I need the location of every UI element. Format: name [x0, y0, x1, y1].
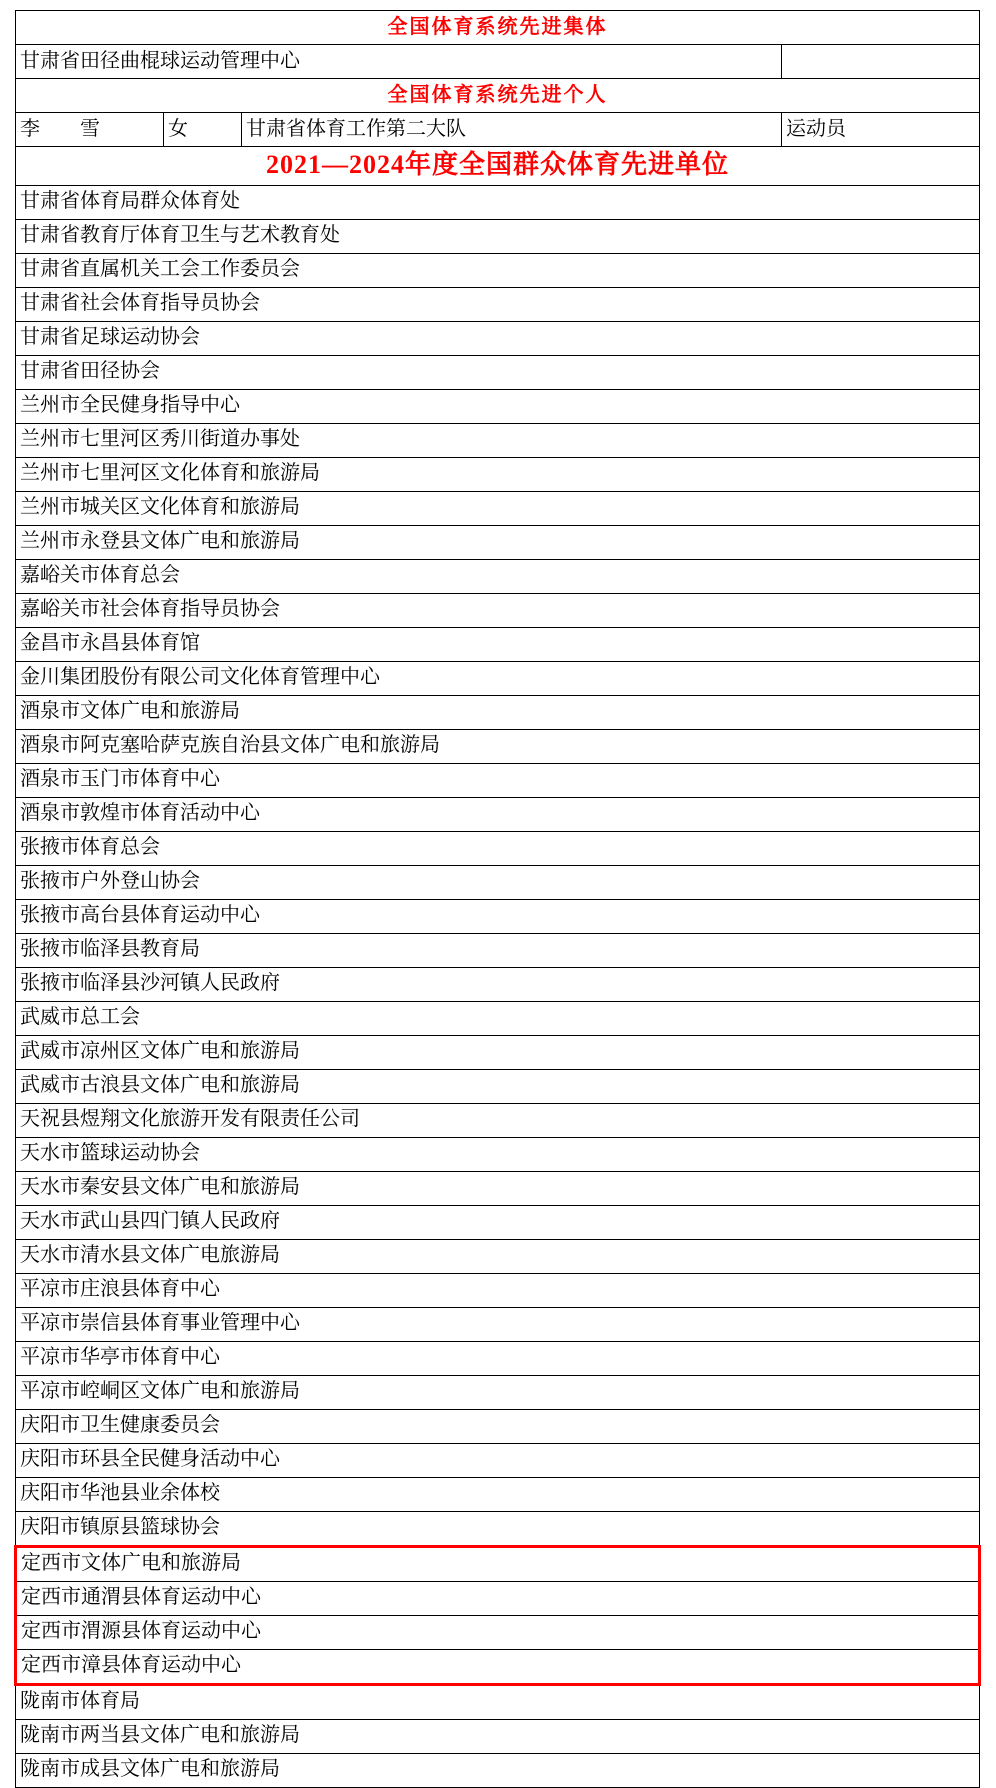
unit-name: 嘉峪关市体育总会 — [16, 559, 980, 593]
section-title-text: 全国体育系统先进集体 — [16, 11, 980, 45]
unit-name: 庆阳市卫生健康委员会 — [16, 1409, 980, 1443]
person-name: 李 雪 — [16, 113, 164, 147]
table-row — [16, 113, 980, 147]
table-row — [16, 1001, 980, 1035]
unit-name: 庆阳市环县全民健身活动中心 — [16, 1443, 980, 1477]
unit-name: 定西市漳县体育运动中心 — [16, 1649, 980, 1684]
table-row — [16, 865, 980, 899]
table-row — [16, 967, 980, 1001]
person-sex: 女 — [164, 113, 242, 147]
unit-name: 甘肃省田径协会 — [16, 355, 980, 389]
unit-name: 酒泉市文体广电和旅游局 — [16, 695, 980, 729]
section-header-advanced-collectives — [16, 11, 980, 45]
table-row-highlighted — [16, 1546, 980, 1581]
unit-name: 天祝县煜翔文化旅游开发有限责任公司 — [16, 1103, 980, 1137]
unit-name: 张掖市临泽县教育局 — [16, 933, 980, 967]
table-row — [16, 1137, 980, 1171]
unit-name: 平凉市崆峒区文体广电和旅游局 — [16, 1375, 980, 1409]
table-row — [16, 1239, 980, 1273]
collective-name: 甘肃省田径曲棍球运动管理中心 — [16, 45, 782, 79]
table-row — [16, 1684, 980, 1719]
table-row — [16, 695, 980, 729]
unit-name: 定西市渭源县体育运动中心 — [16, 1615, 980, 1649]
unit-name: 武威市总工会 — [16, 1001, 980, 1035]
unit-name: 甘肃省足球运动协会 — [16, 321, 980, 355]
table-row — [16, 1069, 980, 1103]
table-row — [16, 185, 980, 219]
unit-name: 陇南市两当县文体广电和旅游局 — [16, 1719, 980, 1753]
table-row — [16, 355, 980, 389]
unit-name: 甘肃省直属机关工会工作委员会 — [16, 253, 980, 287]
unit-name: 天水市篮球运动协会 — [16, 1137, 980, 1171]
table-row — [16, 491, 980, 525]
person-role: 运动员 — [782, 113, 980, 147]
collective-tail — [782, 45, 980, 79]
table-row-highlighted — [16, 1649, 980, 1684]
table-row — [16, 457, 980, 491]
unit-name: 兰州市全民健身指导中心 — [16, 389, 980, 423]
section-title-text: 全国体育系统先进个人 — [16, 79, 980, 113]
unit-name: 张掖市临泽县沙河镇人民政府 — [16, 967, 980, 1001]
table-row — [16, 1035, 980, 1069]
unit-name: 兰州市城关区文化体育和旅游局 — [16, 491, 980, 525]
table-row-highlighted — [16, 1581, 980, 1615]
unit-name: 兰州市七里河区文化体育和旅游局 — [16, 457, 980, 491]
table-row — [16, 1273, 980, 1307]
table-row — [16, 1409, 980, 1443]
table-row — [16, 1753, 980, 1787]
table-row — [16, 763, 980, 797]
unit-name: 陇南市体育局 — [16, 1684, 980, 1719]
unit-name: 甘肃省社会体育指导员协会 — [16, 287, 980, 321]
unit-name: 平凉市华亭市体育中心 — [16, 1341, 980, 1375]
awards-table — [14, 10, 981, 1788]
unit-name: 兰州市七里河区秀川街道办事处 — [16, 423, 980, 457]
table-row — [16, 1511, 980, 1546]
table-row — [16, 1171, 980, 1205]
unit-name: 武威市古浪县文体广电和旅游局 — [16, 1069, 980, 1103]
table-row — [16, 45, 980, 79]
table-row — [16, 1103, 980, 1137]
unit-name: 张掖市体育总会 — [16, 831, 980, 865]
table-row — [16, 899, 980, 933]
table-row — [16, 729, 980, 763]
table-row — [16, 1307, 980, 1341]
table-row — [16, 831, 980, 865]
unit-name: 金川集团股份有限公司文化体育管理中心 — [16, 661, 980, 695]
unit-name: 庆阳市镇原县篮球协会 — [16, 1511, 980, 1546]
unit-name: 酒泉市玉门市体育中心 — [16, 763, 980, 797]
unit-name: 甘肃省体育局群众体育处 — [16, 185, 980, 219]
table-row — [16, 253, 980, 287]
unit-name: 武威市凉州区文体广电和旅游局 — [16, 1035, 980, 1069]
person-unit: 甘肃省体育工作第二大队 — [242, 113, 782, 147]
unit-name: 金昌市永昌县体育馆 — [16, 627, 980, 661]
table-row — [16, 797, 980, 831]
table-row — [16, 219, 980, 253]
unit-name: 平凉市崇信县体育事业管理中心 — [16, 1307, 980, 1341]
section-title-text: 2021—2024年度全国群众体育先进单位 — [16, 147, 980, 186]
table-row — [16, 1341, 980, 1375]
unit-name: 酒泉市阿克塞哈萨克族自治县文体广电和旅游局 — [16, 729, 980, 763]
table-body — [16, 11, 980, 1788]
unit-name: 天水市秦安县文体广电和旅游局 — [16, 1171, 980, 1205]
table-row — [16, 321, 980, 355]
table-row — [16, 933, 980, 967]
table-row — [16, 1375, 980, 1409]
table-row — [16, 1719, 980, 1753]
section-header-mass-sports-units — [16, 147, 980, 186]
table-row — [16, 389, 980, 423]
table-row — [16, 423, 980, 457]
section-header-advanced-individuals — [16, 79, 980, 113]
unit-name: 兰州市永登县文体广电和旅游局 — [16, 525, 980, 559]
table-row — [16, 525, 980, 559]
table-row — [16, 661, 980, 695]
unit-name: 嘉峪关市社会体育指导员协会 — [16, 593, 980, 627]
unit-name: 平凉市庄浪县体育中心 — [16, 1273, 980, 1307]
unit-name: 张掖市高台县体育运动中心 — [16, 899, 980, 933]
table-row — [16, 559, 980, 593]
unit-name: 陇南市成县文体广电和旅游局 — [16, 1753, 980, 1787]
table-row — [16, 287, 980, 321]
table-row — [16, 627, 980, 661]
unit-name: 张掖市户外登山协会 — [16, 865, 980, 899]
unit-name: 天水市武山县四门镇人民政府 — [16, 1205, 980, 1239]
table-row — [16, 593, 980, 627]
unit-name: 庆阳市华池县业余体校 — [16, 1477, 980, 1511]
unit-name: 甘肃省教育厅体育卫生与艺术教育处 — [16, 219, 980, 253]
unit-name: 天水市清水县文体广电旅游局 — [16, 1239, 980, 1273]
table-row — [16, 1205, 980, 1239]
table-row-highlighted — [16, 1615, 980, 1649]
table-row — [16, 1443, 980, 1477]
unit-name: 酒泉市敦煌市体育活动中心 — [16, 797, 980, 831]
unit-name: 定西市文体广电和旅游局 — [16, 1546, 980, 1581]
table-row — [16, 1477, 980, 1511]
unit-name: 定西市通渭县体育运动中心 — [16, 1581, 980, 1615]
